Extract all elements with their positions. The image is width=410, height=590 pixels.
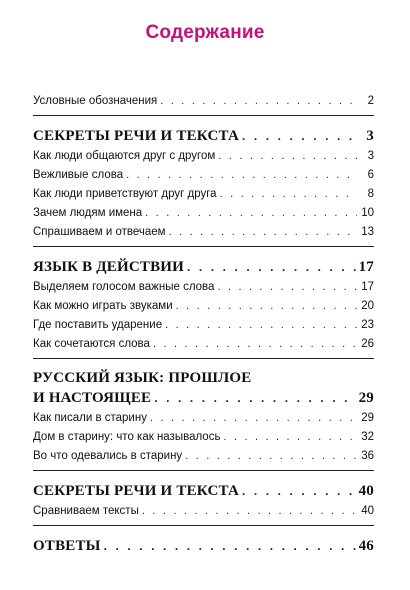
toc-page-number: 13 <box>361 226 374 238</box>
toc-entry-legend[interactable] <box>33 92 374 111</box>
toc-section-2 <box>33 257 374 359</box>
toc-section-3 <box>33 369 374 471</box>
section-heading-label: СЕКРЕТЫ РЕЧИ И ТЕКСТА <box>33 483 240 499</box>
dot-leader <box>176 297 357 316</box>
dot-leader <box>126 166 357 185</box>
toc-entry-label: Во что одевались в старину <box>33 450 183 462</box>
toc-section-heading[interactable] <box>33 481 374 502</box>
toc-entry-label: Дом в старину: что как называлось <box>33 431 221 443</box>
toc-section-heading[interactable] <box>33 126 374 147</box>
toc-page-number: 40 <box>361 505 374 517</box>
toc-section-1 <box>33 126 374 247</box>
toc-page-number: 8 <box>367 188 374 200</box>
toc-entry-label: Сравниваем тексты <box>33 505 139 517</box>
toc-entry-label: Как писали в старину <box>33 412 147 424</box>
toc-entry-label: Как сочетаются слова <box>33 338 150 350</box>
dot-leader <box>154 388 355 409</box>
dot-leader <box>169 223 357 242</box>
dot-leader <box>153 335 357 354</box>
toc-section-heading[interactable] <box>33 388 374 409</box>
toc-section-heading[interactable] <box>33 536 374 557</box>
dot-leader <box>218 147 357 166</box>
toc-page-number: 23 <box>361 319 374 331</box>
toc-intro <box>33 92 374 116</box>
toc-page-number: 29 <box>361 412 374 424</box>
toc-page-number: 10 <box>361 207 374 219</box>
toc-page-number: 32 <box>361 431 374 443</box>
section-page-number: 29 <box>358 390 374 406</box>
table-of-contents <box>33 92 374 571</box>
toc-entry[interactable] <box>33 166 374 185</box>
section-page-number: 3 <box>366 128 374 144</box>
section-heading-label: И НАСТОЯЩЕЕ <box>33 390 152 406</box>
toc-section-4 <box>33 481 374 526</box>
toc-entry-label: Как можно играть звуками <box>33 300 173 312</box>
dot-leader <box>242 126 357 147</box>
toc-entry-label: Как люди общаются друг с другом <box>33 150 216 162</box>
page-title: Содержание <box>145 22 265 43</box>
toc-page-number: 17 <box>361 281 374 293</box>
toc-section-5 <box>33 536 374 561</box>
toc-entry-label: Как люди приветствуют друг друга <box>33 188 217 200</box>
toc-section-heading[interactable] <box>33 257 374 278</box>
dot-leader <box>187 257 356 278</box>
toc-entry-label: Где поставить ударение <box>33 319 163 331</box>
dot-leader <box>150 409 357 428</box>
dot-leader <box>217 278 357 297</box>
dot-leader <box>223 428 357 447</box>
toc-entry[interactable] <box>33 297 374 316</box>
dot-leader <box>242 481 356 502</box>
section-page-number: 46 <box>358 538 374 554</box>
toc-entry[interactable] <box>33 204 374 223</box>
toc-entry-label: Вежливые слова <box>33 169 124 181</box>
toc-entry[interactable] <box>33 502 374 521</box>
toc-page-number: 6 <box>367 169 374 181</box>
toc-section-heading-line1[interactable] <box>33 369 374 388</box>
toc-entry[interactable] <box>33 147 374 166</box>
section-page-number: 40 <box>358 483 374 499</box>
toc-entry-label: Выделяем голосом важные слова <box>33 281 215 293</box>
toc-entry[interactable] <box>33 409 374 428</box>
toc-entry-label: Зачем людям имена <box>33 207 143 219</box>
toc-entry[interactable] <box>33 447 374 466</box>
toc-entry-label: Спрашиваем и отвечаем <box>33 226 166 238</box>
toc-entry[interactable] <box>33 428 374 447</box>
section-page-number: 17 <box>358 259 374 275</box>
toc-page-number: 36 <box>361 450 374 462</box>
dot-leader <box>160 92 357 111</box>
toc-page-number: 20 <box>361 300 374 312</box>
toc-entry[interactable] <box>33 185 374 204</box>
section-heading-label: РУССКИЙ ЯЗЫК: ПРОШЛОЕ <box>33 370 252 386</box>
toc-page-number: 3 <box>367 150 374 162</box>
toc-page-number: 2 <box>367 95 374 107</box>
toc-entry[interactable] <box>33 223 374 242</box>
section-heading-label: СЕКРЕТЫ РЕЧИ И ТЕКСТА <box>33 128 240 144</box>
toc-entry-label: Условные обозначения <box>33 95 158 107</box>
dot-leader <box>185 447 357 466</box>
section-heading-label: ОТВЕТЫ <box>33 538 101 554</box>
toc-page-number: 26 <box>361 338 374 350</box>
toc-entry[interactable] <box>33 278 374 297</box>
toc-entry[interactable] <box>33 316 374 335</box>
dot-leader <box>145 204 357 223</box>
section-heading-label: ЯЗЫК В ДЕЙСТВИИ <box>33 259 185 275</box>
dot-leader <box>104 536 356 557</box>
dot-leader <box>142 502 357 521</box>
dot-leader <box>220 185 357 204</box>
dot-leader <box>165 316 357 335</box>
toc-entry[interactable] <box>33 335 374 354</box>
